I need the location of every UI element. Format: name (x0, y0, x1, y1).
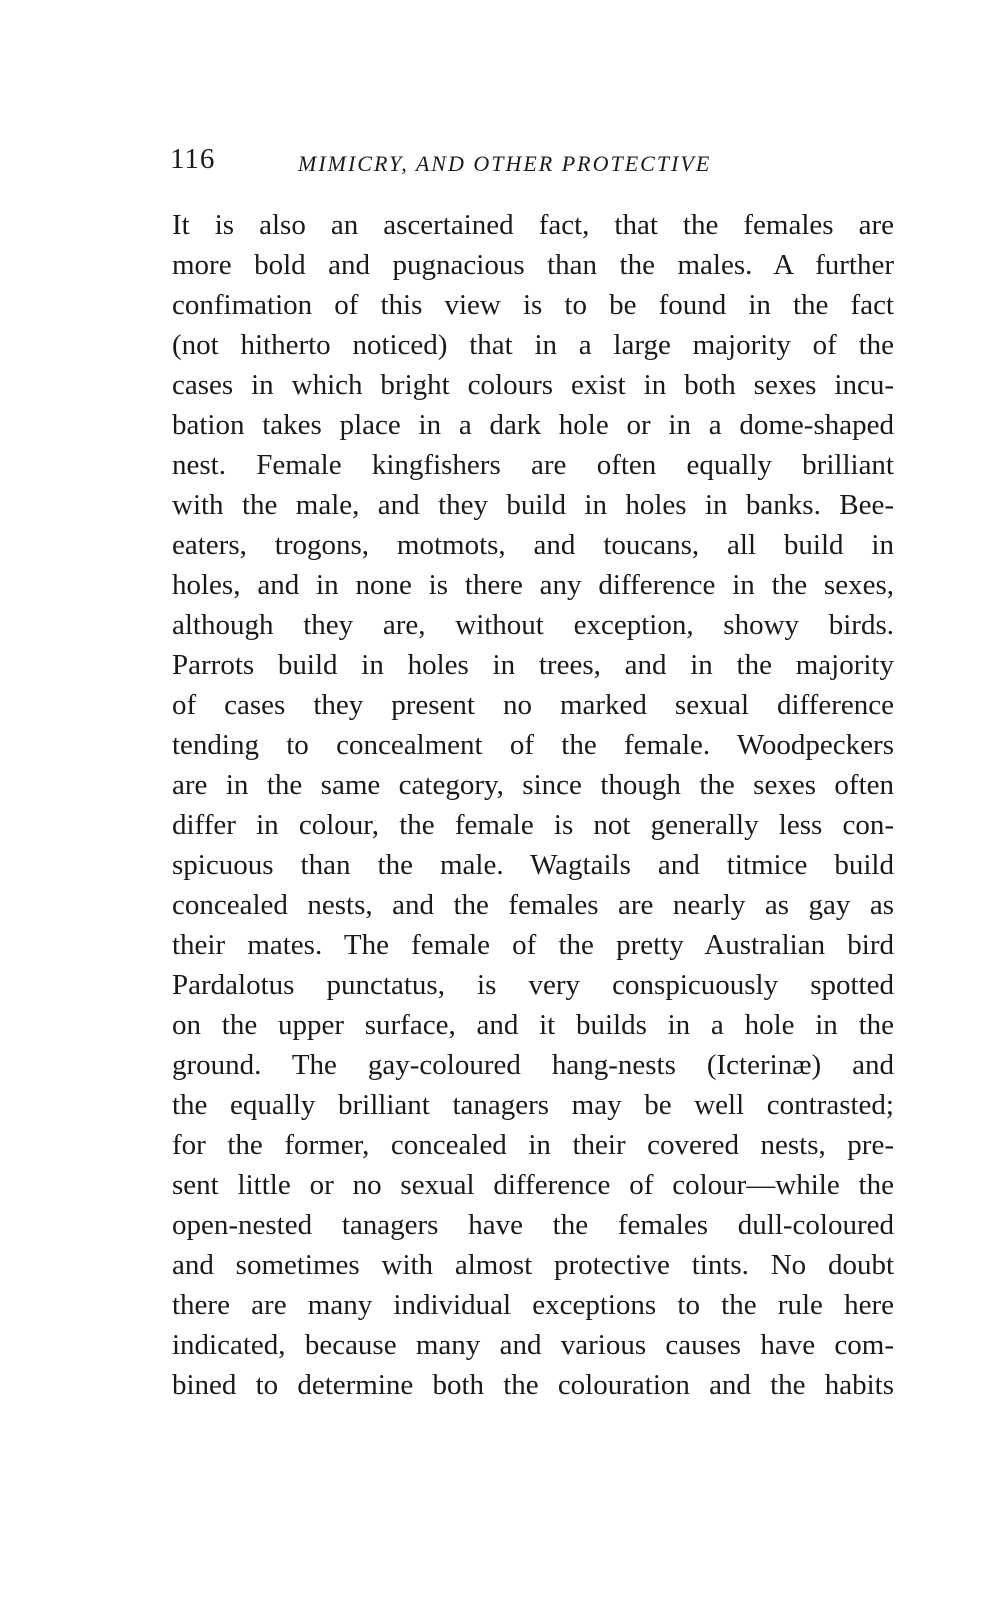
text-line: nest. Female kingfishers are often equally brilliant (172, 449, 894, 481)
text-line: the equally brilliant tanagers may be well contrasted; (172, 1089, 894, 1121)
text-line: eaters, trogons, motmots, and toucans, all build in (172, 529, 894, 561)
text-line: holes, and in none is there any difference in the sexes, (172, 569, 894, 601)
text-line: sent little or no sexual difference of colour—while the (172, 1169, 894, 1201)
text-line: spicuous than the male. Wagtails and titmice build (172, 849, 894, 881)
text-line: with the male, and they build in holes in banks. Bee- (172, 489, 894, 521)
page-number: 116 (170, 143, 216, 175)
text-line: and sometimes with almost protective tints. No doubt (172, 1249, 894, 1281)
text-line: although they are, without exception, showy birds. (172, 609, 894, 641)
text-line: more bold and pugnacious than the males. A further (172, 249, 894, 281)
text-line: cases in which bright colours exist in both sexes incu- (172, 369, 894, 401)
text-line: of cases they present no marked sexual difference (172, 689, 894, 721)
text-line: It is also an ascertained fact, that the females are (172, 209, 894, 241)
text-line: concealed nests, and the females are nearly as gay as (172, 889, 894, 921)
text-line: are in the same category, since though the sexes often (172, 769, 894, 801)
running-title: MIMICRY, AND OTHER PROTECTIVE (298, 151, 712, 176)
text-line: their mates. The female of the pretty Australian bird (172, 929, 894, 961)
text-line: bation takes place in a dark hole or in a dome-shaped (172, 409, 894, 441)
text-line: Parrots build in holes in trees, and in the majority (172, 649, 894, 681)
text-line: ground. The gay-coloured hang-nests (Icterinæ) and (172, 1049, 894, 1081)
text-line: on the upper surface, and it builds in a hole in the (172, 1009, 894, 1041)
text-line: (not hitherto noticed) that in a large majority of the (172, 329, 894, 361)
text-line: open-nested tanagers have the females dull-coloured (172, 1209, 894, 1241)
text-line: confimation of this view is to be found in the fact (172, 289, 894, 321)
text-line: there are many individual exceptions to the rule here (172, 1289, 894, 1321)
text-line: differ in colour, the female is not generally less con- (172, 809, 894, 841)
body-text (172, 205, 894, 1405)
text-line: for the former, concealed in their covered nests, pre- (172, 1129, 894, 1161)
running-head (170, 143, 910, 183)
text-line: bined to determine both the colouration and the habits (172, 1369, 894, 1401)
text-line: indicated, because many and various causes have com- (172, 1329, 894, 1361)
text-line: tending to concealment of the female. Woodpeckers (172, 729, 894, 761)
text-line: Pardalotus punctatus, is very conspicuously spotted (172, 969, 894, 1001)
